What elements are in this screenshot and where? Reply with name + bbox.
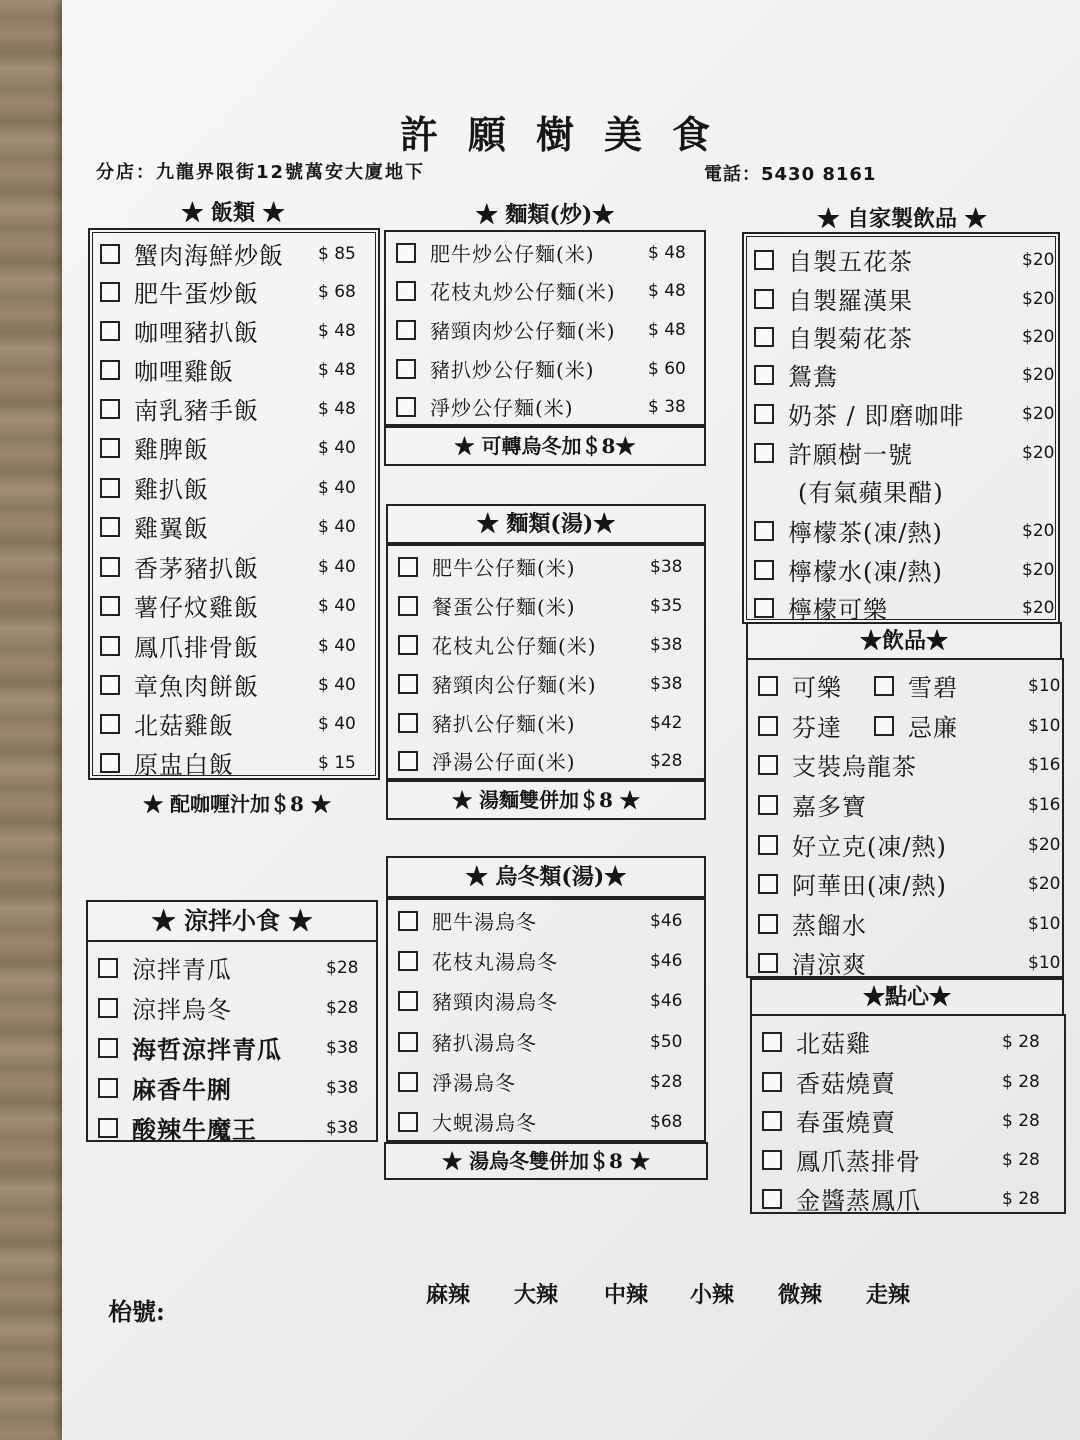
item-price: $ 28 — [1002, 1031, 1040, 1052]
checkbox[interactable] — [398, 674, 418, 694]
fried-noodles-section — [384, 230, 706, 426]
item-price: $38 — [650, 673, 683, 694]
item-price: $ 28 — [1002, 1110, 1040, 1131]
checkbox[interactable] — [398, 751, 418, 771]
checkbox[interactable] — [398, 1032, 418, 1052]
checkbox[interactable] — [754, 560, 774, 580]
item-name: 北菇雞飯 — [134, 712, 234, 740]
checkbox[interactable] — [762, 1189, 782, 1209]
item-name: 清涼爽 — [792, 951, 867, 979]
menu-item[interactable] — [388, 1067, 704, 1096]
item-name: 肥牛炒公仔麵(米) — [430, 242, 595, 266]
item-name: 檸檬茶(凍/熱) — [788, 519, 943, 547]
menu-item[interactable] — [386, 354, 704, 383]
item-name: 涼拌烏冬 — [132, 996, 232, 1024]
item-name: 奶茶 / 即磨咖啡 — [788, 402, 965, 430]
menu-item[interactable] — [744, 435, 1058, 470]
item-price: $16 — [1028, 794, 1061, 815]
checkbox[interactable] — [98, 1078, 118, 1098]
item-name: 南乳豬手飯 — [134, 397, 259, 425]
checkbox[interactable] — [398, 991, 418, 1011]
checkbox[interactable] — [100, 753, 120, 773]
item-name: 淨湯公仔面(米) — [432, 750, 576, 774]
item-price: $38 — [650, 634, 683, 655]
item-name: 蟹肉海鮮炒飯 — [134, 242, 284, 270]
item-name: 雞扒飯 — [134, 476, 209, 504]
item-name: 許願樹一號 — [788, 441, 913, 469]
menu-item[interactable] — [744, 396, 1058, 431]
item-name: 豬頸肉公仔麵(米) — [432, 673, 597, 697]
item-name: 麻香牛脷 — [132, 1075, 232, 1104]
checkbox[interactable] — [100, 360, 120, 380]
menu-item[interactable] — [752, 1064, 1064, 1099]
menu-item[interactable] — [748, 747, 1062, 782]
menu-item[interactable] — [88, 1110, 376, 1145]
menu-item[interactable] — [90, 509, 378, 544]
soup-noodles-section-title: ★ 麵類(湯)★ — [386, 504, 706, 544]
menu-item[interactable] — [388, 946, 704, 975]
homemade-drinks-section-title: ★ 自家製飲品 ★ — [817, 206, 987, 232]
item-price: $46 — [650, 950, 683, 971]
item-price: $ 48 — [318, 398, 356, 419]
item-name: 北菇雞 — [796, 1030, 871, 1058]
checkbox[interactable] — [762, 1150, 782, 1170]
fried-noodles-section-title: ★ 麵類(炒)★ — [475, 202, 615, 228]
item-price: $10 — [1028, 675, 1061, 696]
item-name: 咖哩豬扒飯 — [134, 319, 259, 347]
checkbox[interactable] — [100, 636, 120, 656]
checkbox[interactable] — [98, 1038, 118, 1058]
item-name: 豬扒炒公仔麵(米) — [430, 358, 595, 382]
item-price: $20 — [1022, 559, 1055, 580]
rice-section-title: ★ 飯類 ★ — [181, 200, 285, 226]
menu-item[interactable] — [90, 588, 378, 623]
menu-item[interactable] — [744, 513, 1058, 548]
item-price: $20 — [1022, 249, 1055, 270]
checkbox[interactable] — [396, 281, 416, 301]
item-price: $35 — [650, 595, 683, 616]
spice-level-option[interactable]: 小辣 — [690, 1282, 735, 1308]
item-price: $ 68 — [318, 281, 356, 302]
item-price: $ 40 — [318, 477, 356, 498]
item-name: 淨炒公仔麵(米) — [430, 396, 574, 420]
rice-curry-note: ★ 配咖喱汁加＄8 ★ — [143, 792, 331, 816]
item-name: 酸辣牛魔王 — [132, 1115, 257, 1144]
item-price: $20 — [1022, 326, 1055, 347]
item-price: $ 40 — [318, 713, 356, 734]
menu-item[interactable] — [744, 319, 1058, 354]
menu-item[interactable] — [744, 552, 1058, 587]
item-price: $ 48 — [648, 242, 686, 263]
menu-item[interactable] — [748, 945, 1062, 980]
checkbox[interactable] — [396, 243, 416, 263]
item-price: $20 — [1022, 364, 1055, 385]
item-name: 淨湯烏冬 — [432, 1071, 516, 1095]
item-price: $ 38 — [648, 396, 686, 417]
item-name: 好立克(凍/熱) — [792, 833, 947, 861]
menu-item[interactable] — [90, 706, 378, 741]
menu-item[interactable] — [388, 1027, 704, 1056]
cold-dishes-section — [86, 940, 378, 1142]
menu-item[interactable] — [388, 552, 704, 581]
item-name: 嘉多寶 — [792, 793, 867, 821]
menu-item[interactable] — [386, 238, 704, 267]
checkbox[interactable] — [100, 596, 120, 616]
drinks-section — [746, 658, 1064, 978]
menu-item[interactable] — [388, 986, 704, 1015]
menu-item[interactable] — [744, 590, 1058, 625]
item-name: 餐蛋公仔麵(米) — [432, 595, 576, 619]
branch-address: 分店：九龍界限街12號萬安大廈地下 — [96, 162, 426, 183]
menu-item[interactable] — [748, 708, 1062, 743]
checkbox[interactable] — [758, 953, 778, 973]
item-price: $28 — [326, 997, 359, 1018]
item-price: $20 — [1028, 873, 1061, 894]
checkbox[interactable] — [754, 404, 774, 424]
item-name: 支裝烏龍茶 — [792, 753, 917, 781]
checkbox[interactable] — [398, 1072, 418, 1092]
checkbox[interactable] — [398, 911, 418, 931]
checkbox[interactable] — [100, 282, 120, 302]
item-price: $28 — [326, 957, 359, 978]
item-price: $20 — [1022, 520, 1055, 541]
item-name: 檸檬可樂 — [788, 596, 888, 624]
checkbox[interactable] — [758, 716, 778, 736]
item-name: 可樂 — [792, 674, 842, 702]
checkbox[interactable] — [758, 755, 778, 775]
menu-item[interactable] — [748, 827, 1062, 862]
spice-level-option[interactable]: 微辣 — [778, 1282, 823, 1308]
cold-dishes-section-title: ★ 涼拌小食 ★ — [86, 900, 378, 942]
item-name: 鳳爪蒸排骨 — [796, 1148, 921, 1176]
menu-item[interactable] — [748, 668, 1062, 703]
checkbox[interactable] — [100, 399, 120, 419]
item-name: 涼拌青瓜 — [132, 956, 232, 984]
checkbox[interactable] — [398, 596, 418, 616]
checkbox[interactable] — [98, 958, 118, 978]
item-name: 薯仔炆雞飯 — [134, 594, 259, 622]
menu-item[interactable] — [744, 281, 1058, 316]
item-price: $10 — [1028, 952, 1061, 973]
checkbox[interactable] — [100, 557, 120, 577]
item-name: 自製菊花茶 — [788, 325, 913, 353]
item-price: $16 — [1028, 754, 1061, 775]
item-price: $20 — [1022, 288, 1055, 309]
spice-level-option[interactable]: 麻辣 — [426, 1282, 471, 1308]
checkbox[interactable] — [398, 557, 418, 577]
checkbox[interactable] — [100, 675, 120, 695]
rice-section — [88, 228, 380, 780]
item-name: 花枝丸炒公仔麵(米) — [430, 280, 616, 304]
menu-item[interactable] — [90, 391, 378, 426]
menu-item[interactable] — [388, 669, 704, 698]
menu-item[interactable] — [744, 242, 1058, 277]
item-price: $ 28 — [1002, 1149, 1040, 1170]
item-name: 豬扒湯烏冬 — [432, 1031, 537, 1055]
item-name: 肥牛湯烏冬 — [432, 910, 537, 934]
checkbox[interactable] — [758, 914, 778, 934]
dimsum-section-title: ★點心★ — [750, 978, 1064, 1016]
item-name: 花枝丸公仔麵(米) — [432, 634, 597, 658]
item-name: 雞脾飯 — [134, 436, 209, 464]
checkbox[interactable] — [100, 244, 120, 264]
udon-double-note: ★ 湯烏冬雙併加＄8 ★ — [384, 1142, 708, 1180]
udon-section — [386, 898, 706, 1142]
homemade-drinks-section — [742, 232, 1060, 624]
checkbox[interactable] — [758, 874, 778, 894]
menu-item[interactable] — [752, 1142, 1064, 1177]
checkbox[interactable] — [758, 676, 778, 696]
checkbox[interactable] — [100, 321, 120, 341]
item-price: $10 — [1028, 913, 1061, 934]
checkbox[interactable] — [100, 517, 120, 537]
item-price: $ 28 — [1002, 1188, 1040, 1209]
menu-item[interactable] — [748, 906, 1062, 941]
item-name: 豬頸肉湯烏冬 — [432, 990, 558, 1014]
item-name: 鳳爪排骨飯 — [134, 634, 259, 662]
checkbox[interactable] — [754, 521, 774, 541]
checkbox[interactable] — [754, 289, 774, 309]
menu-item[interactable] — [90, 274, 378, 309]
item-name: 香茅豬扒飯 — [134, 555, 259, 583]
drinks-section-title: ★飲品★ — [746, 622, 1062, 660]
dimsum-section — [750, 1014, 1066, 1214]
menu-item[interactable] — [744, 357, 1058, 392]
item-price: $46 — [650, 990, 683, 1011]
restaurant-title: 許願樹美食 — [399, 112, 740, 157]
item-price: $ 85 — [318, 243, 356, 264]
checkbox[interactable] — [874, 676, 894, 696]
item-price: $38 — [326, 1077, 359, 1098]
checkbox[interactable] — [398, 635, 418, 655]
checkbox[interactable] — [754, 365, 774, 385]
menu-item[interactable] — [88, 950, 376, 985]
item-price: $ 40 — [318, 556, 356, 577]
checkbox[interactable] — [758, 795, 778, 815]
checkbox[interactable] — [398, 951, 418, 971]
item-price: $ 48 — [318, 359, 356, 380]
checkbox[interactable] — [762, 1111, 782, 1131]
soup-noodles-double-note: ★ 湯麵雙併加＄8 ★ — [386, 780, 706, 820]
checkbox[interactable] — [98, 1118, 118, 1138]
item-name: 海哲涼拌青瓜 — [132, 1035, 282, 1064]
menu-item[interactable] — [752, 1103, 1064, 1138]
menu-item[interactable] — [388, 591, 704, 620]
menu-item[interactable] — [388, 906, 704, 935]
spice-level-option[interactable]: 中辣 — [604, 1282, 649, 1308]
item-name-2: 雪碧 — [908, 674, 958, 702]
item-name: 春蛋燒賣 — [796, 1109, 896, 1137]
checkbox[interactable] — [396, 320, 416, 340]
item-price: $ 48 — [648, 319, 686, 340]
menu-item[interactable] — [90, 313, 378, 348]
item-name: 自製五花茶 — [788, 248, 913, 276]
item-name: 雞翼飯 — [134, 515, 209, 543]
menu-item[interactable] — [388, 630, 704, 659]
menu-item[interactable] — [386, 392, 704, 421]
item-name: 檸檬水(凍/熱) — [788, 558, 943, 586]
menu-item[interactable] — [90, 628, 378, 663]
item-name: 鴛鴦 — [788, 363, 838, 391]
item-name: 大蜆湯烏冬 — [432, 1111, 537, 1135]
menu-item[interactable] — [388, 746, 704, 775]
menu-item[interactable] — [88, 1070, 376, 1105]
fried-noodles-udon-note: ★ 可轉烏冬加＄8★ — [384, 426, 706, 466]
menu-item[interactable] — [90, 430, 378, 465]
item-price: $ 28 — [1002, 1071, 1040, 1092]
menu-item[interactable] — [88, 990, 376, 1025]
item-price: $28 — [650, 1071, 683, 1092]
checkbox[interactable] — [396, 359, 416, 379]
item-price: $20 — [1028, 834, 1061, 855]
item-name: 章魚肉餅飯 — [134, 673, 259, 701]
spice-level-option[interactable]: 大辣 — [514, 1282, 559, 1308]
table-number-label: 枱號: — [108, 1297, 165, 1326]
item-name: 芬達 — [792, 714, 842, 742]
menu-item-subtitle — [744, 473, 1058, 508]
spice-level-option[interactable]: 走辣 — [866, 1282, 911, 1308]
item-price: $20 — [1022, 403, 1055, 424]
menu-item[interactable] — [388, 708, 704, 737]
item-name: 肥牛蛋炒飯 — [134, 280, 259, 308]
item-name: 蒸餾水 — [792, 912, 867, 940]
item-name: 花枝丸湯烏冬 — [432, 950, 558, 974]
phone-number: 電話：5430 8161 — [704, 164, 877, 185]
checkbox[interactable] — [100, 478, 120, 498]
item-name: 金醬蒸鳳爪 — [796, 1187, 921, 1215]
checkbox[interactable] — [762, 1032, 782, 1052]
item-name: 自製羅漢果 — [788, 287, 913, 315]
checkbox[interactable] — [754, 250, 774, 270]
checkbox[interactable] — [100, 438, 120, 458]
item-name: 豬扒公仔麵(米) — [432, 712, 576, 736]
menu-item[interactable] — [90, 352, 378, 387]
menu-item[interactable] — [90, 667, 378, 702]
checkbox[interactable] — [396, 397, 416, 417]
item-name: 香菇燒賣 — [796, 1070, 896, 1098]
item-name: 原盅白飯 — [134, 751, 234, 779]
checkbox[interactable] — [762, 1072, 782, 1092]
menu-item[interactable] — [90, 745, 378, 780]
soup-noodles-section — [386, 544, 706, 780]
menu-item[interactable] — [388, 1107, 704, 1136]
item-price: $ 40 — [318, 674, 356, 695]
menu-item[interactable] — [752, 1181, 1064, 1216]
item-price: $38 — [650, 556, 683, 577]
item-price: $ 60 — [648, 358, 686, 379]
checkbox[interactable] — [398, 713, 418, 733]
menu-item[interactable] — [90, 236, 378, 271]
checkbox[interactable] — [758, 835, 778, 855]
item-price: $10 — [1028, 715, 1061, 736]
item-price: $ 15 — [318, 752, 356, 773]
item-price: $46 — [650, 910, 683, 931]
item-name: 阿華田(凍/熱) — [792, 872, 947, 900]
menu-item[interactable] — [748, 787, 1062, 822]
item-price: $20 — [1022, 442, 1055, 463]
checkbox[interactable] — [754, 443, 774, 463]
checkbox[interactable] — [398, 1112, 418, 1132]
item-price: $ 40 — [318, 635, 356, 656]
menu-item[interactable] — [88, 1030, 376, 1065]
item-name-2: 忌廉 — [908, 714, 958, 742]
checkbox[interactable] — [754, 327, 774, 347]
udon-section-title: ★ 烏冬類(湯)★ — [386, 856, 706, 898]
item-price: $ 40 — [318, 437, 356, 458]
item-price: $ 48 — [648, 280, 686, 301]
item-name: 豬頸肉炒公仔麵(米) — [430, 319, 616, 343]
item-price: $ 40 — [318, 595, 356, 616]
checkbox[interactable] — [98, 998, 118, 1018]
item-price: $38 — [326, 1037, 359, 1058]
menu-item[interactable] — [748, 866, 1062, 901]
item-price: $ 48 — [318, 320, 356, 341]
menu-item[interactable] — [386, 315, 704, 344]
checkbox[interactable] — [754, 598, 774, 618]
item-name: 肥牛公仔麵(米) — [432, 556, 576, 580]
checkbox[interactable] — [100, 714, 120, 734]
item-name: 咖哩雞飯 — [134, 358, 234, 386]
checkbox[interactable] — [874, 716, 894, 736]
menu-item[interactable] — [90, 470, 378, 505]
item-price: $50 — [650, 1031, 683, 1052]
item-price: $28 — [650, 750, 683, 771]
menu-item[interactable] — [90, 549, 378, 584]
item-price: $ 40 — [318, 516, 356, 537]
item-price: $20 — [1022, 597, 1055, 618]
menu-item[interactable] — [386, 276, 704, 305]
item-price: $68 — [650, 1111, 683, 1132]
menu-item[interactable] — [752, 1024, 1064, 1059]
item-price: $42 — [650, 712, 683, 733]
item-subtitle: (有氣蘋果醋) — [798, 479, 944, 507]
item-price: $38 — [326, 1117, 359, 1138]
